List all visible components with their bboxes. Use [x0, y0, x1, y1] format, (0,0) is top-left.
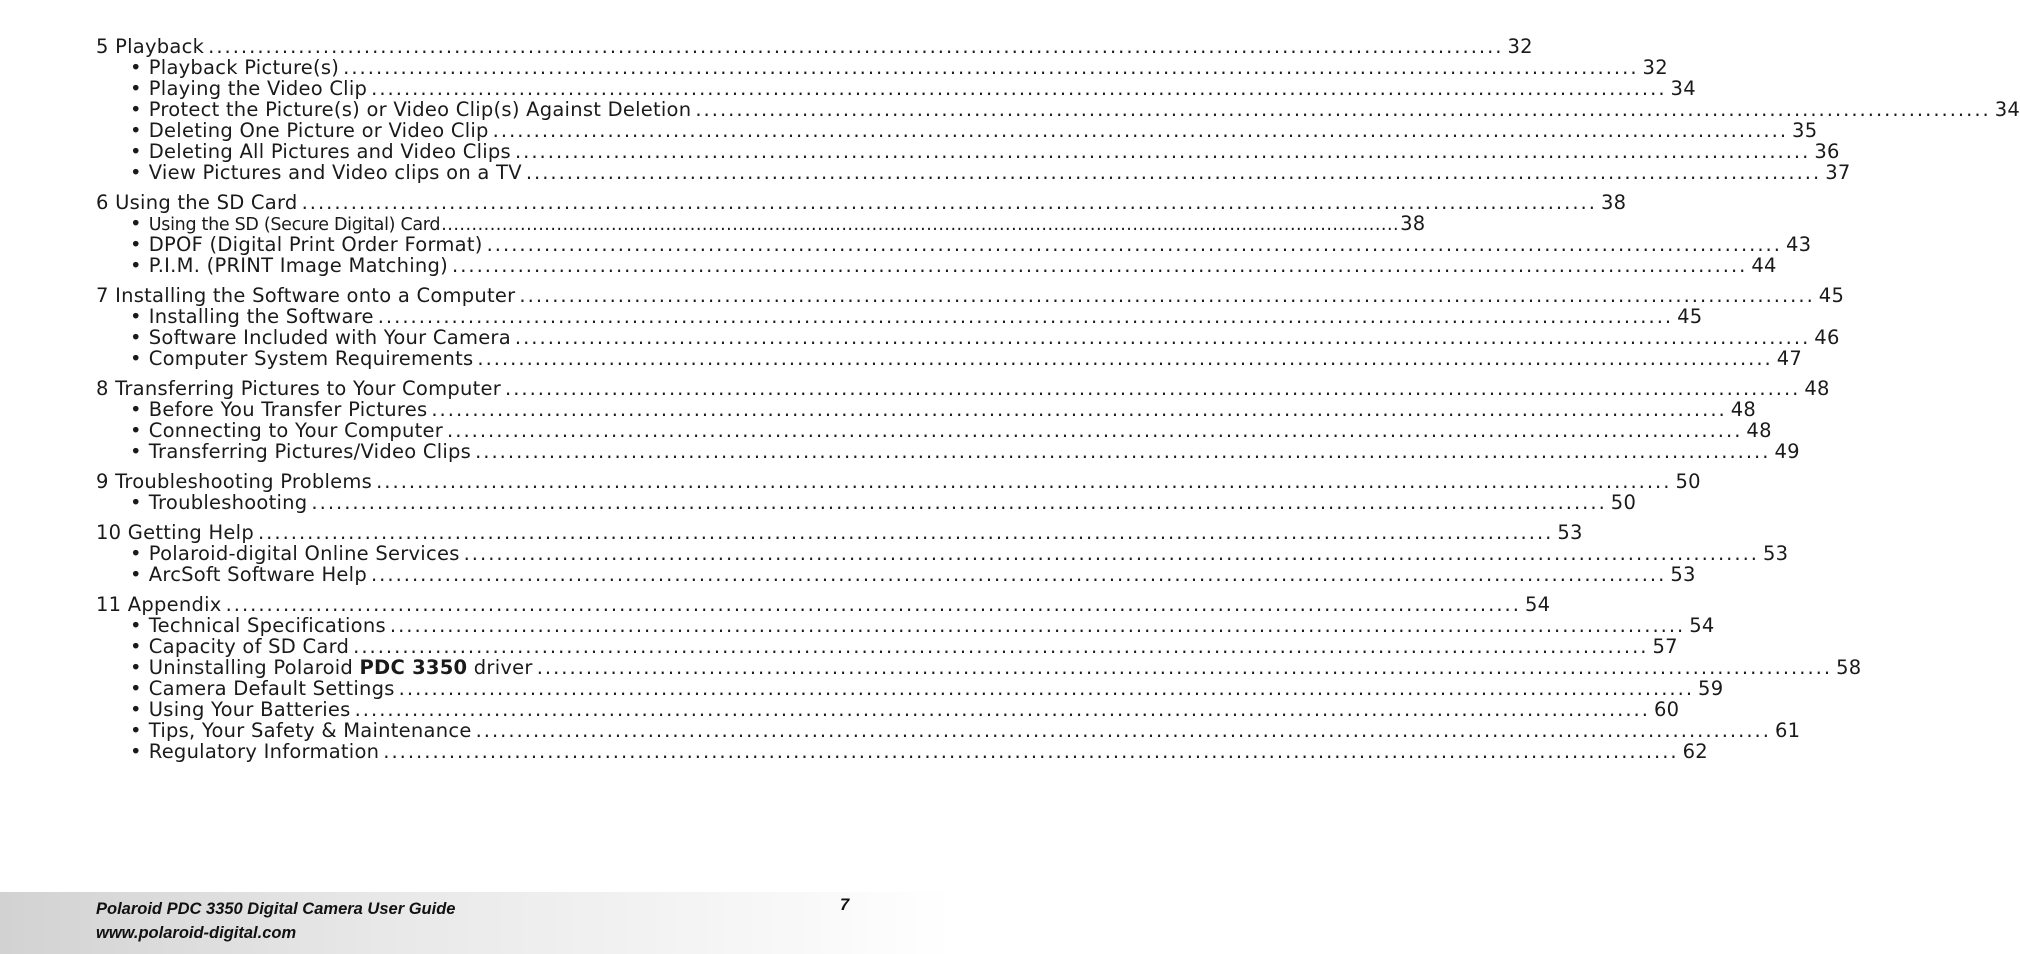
item-title: Regulatory Information: [148, 740, 380, 763]
leader-dots: ..............................................................................................................................................................: [525, 161, 1822, 184]
leader-dots: ..............................................................................................................................................................: [475, 440, 1771, 463]
item-title: Capacity of SD Card: [148, 635, 350, 658]
bullet-icon: •: [130, 563, 142, 586]
toc-item-line: [96, 212, 1426, 235]
item-page: 59: [1698, 677, 1724, 700]
item-title: Connecting to Your Computer: [148, 419, 444, 442]
toc-item-line: [96, 542, 1789, 565]
item-title: Playback Picture(s): [148, 56, 340, 79]
toc-section: [96, 35, 2020, 184]
item-page: 34: [1670, 77, 1696, 100]
chapter-title: 10 Getting Help: [96, 521, 254, 544]
item-title: View Pictures and Video clips on a TV: [148, 161, 522, 184]
bullet-icon: •: [130, 440, 142, 463]
leader-dots: ..............................................................................................................................................................: [475, 719, 1771, 742]
item-page: 48: [1746, 419, 1772, 442]
toc-item-line: [96, 347, 1803, 370]
bullet-icon: •: [130, 119, 142, 142]
item-page: 37: [1825, 161, 1851, 184]
leader-dots: ..............................................................................................................................................................: [376, 470, 1672, 493]
bullet-icon: •: [130, 542, 142, 565]
bullet-icon: •: [130, 491, 142, 514]
leader-dots: ..............................................................................................................................................................: [353, 635, 1649, 658]
leader-dots: ..............................................................................................................................................................: [371, 77, 1667, 100]
item-page: 62: [1682, 740, 1708, 763]
toc-item-line: [96, 56, 1668, 79]
toc-item-line: [96, 77, 1696, 100]
item-title: Installing the Software: [148, 305, 374, 328]
toc-section: [96, 284, 1845, 370]
toc-item-line: [96, 677, 1724, 700]
leader-dots: ..............................................................................................................................................................: [519, 284, 1815, 307]
item-title: Troubleshooting: [148, 491, 308, 514]
leader-dots: ..............................................................................................................................................................: [377, 305, 1674, 328]
toc-section: [96, 593, 1862, 763]
chapter-page: 38: [1600, 191, 1627, 214]
chapter-page: 50: [1675, 470, 1701, 493]
item-title-bold: PDC 3350: [359, 656, 468, 679]
bullet-icon: •: [130, 614, 142, 637]
item-page: 46: [1814, 326, 1840, 349]
item-title: Tips, Your Safety & Maintenance: [148, 719, 472, 742]
item-title: Playing the Video Clip: [148, 77, 368, 100]
leader-dots: ..............................................................................................................................................................: [208, 35, 1504, 58]
item-page: 48: [1730, 398, 1757, 421]
leader-dots: ..............................................................................................................................................................: [536, 656, 1833, 679]
toc-chapter-line: [96, 521, 1583, 544]
chapter-title: 5 Playback: [96, 35, 205, 58]
bullet-icon: •: [130, 656, 142, 679]
item-title: Deleting All Pictures and Video Clips: [148, 140, 511, 163]
toc-item-line: [96, 119, 1818, 142]
item-page: 47: [1776, 347, 1803, 370]
bullet-icon: •: [130, 419, 142, 442]
toc-item-line: [96, 698, 1680, 721]
bullet-icon: •: [130, 77, 142, 100]
toc-section: [96, 191, 1812, 277]
item-page: 53: [1670, 563, 1696, 586]
item-page: 57: [1652, 635, 1678, 658]
toc-item-line: [96, 491, 1637, 514]
bullet-icon: •: [130, 305, 142, 328]
leader-dots: ..............................................................................................................................................................: [301, 191, 1597, 214]
item-page: 60: [1653, 698, 1680, 721]
chapter-page: 53: [1557, 521, 1583, 544]
chapter-title: 6 Using the SD Card: [96, 191, 298, 214]
bullet-icon: •: [130, 326, 142, 349]
chapter-title: 11 Appendix: [96, 593, 222, 616]
toc-item-line: [96, 740, 1708, 763]
toc-item-line: [96, 440, 1800, 463]
item-page: 38: [1400, 212, 1426, 235]
bullet-icon: •: [130, 140, 142, 163]
item-page: 58: [1836, 656, 1862, 679]
bullet-icon: •: [130, 347, 142, 370]
item-title: P.I.M. (PRINT Image Matching): [148, 254, 449, 277]
item-page: 53: [1762, 542, 1789, 565]
item-title: Technical Specifications: [148, 614, 386, 637]
toc-item-line: [96, 398, 1757, 421]
item-page: 36: [1814, 140, 1840, 163]
page-number: 7: [840, 896, 850, 914]
bullet-icon: •: [130, 212, 142, 235]
toc-item-line: [96, 98, 2020, 121]
leader-dots: ..............................................................................................................................................................: [514, 140, 1811, 163]
toc-chapter-line: [96, 593, 1551, 616]
toc-chapter-line: [96, 470, 1701, 493]
item-page: 50: [1610, 491, 1637, 514]
bullet-icon: •: [130, 398, 142, 421]
item-title-post: driver: [467, 656, 533, 679]
leader-dots: ..............................................................................................................................................................: [225, 593, 1521, 616]
leader-dots: ..............................................................................................................................................................: [398, 677, 1695, 700]
item-title: Software Included with Your Camera: [148, 326, 511, 349]
footer-title: Polaroid PDC 3350 Digital Camera User Guide: [96, 900, 456, 918]
toc-item-line: [96, 140, 1840, 163]
item-title: [149, 657, 533, 678]
toc-chapter-line: [96, 284, 1845, 307]
bullet-icon: •: [130, 161, 142, 184]
item-page: 34: [1994, 98, 2020, 121]
bullet-icon: •: [130, 635, 142, 658]
leader-dots: ..............................................................................................................................................................: [431, 398, 1727, 421]
item-page: 32: [1642, 56, 1668, 79]
item-page: 35: [1792, 119, 1818, 142]
leader-dots: ..............................................................................................................................................................: [695, 98, 1991, 121]
item-title: Using Your Batteries: [148, 698, 351, 721]
item-title: Using the SD (Secure Digital) Card: [148, 215, 441, 235]
toc-chapter-line: [96, 35, 1533, 58]
chapter-page: 54: [1524, 593, 1551, 616]
bullet-icon: •: [130, 98, 142, 121]
toc-item-line: [96, 233, 1812, 256]
item-title: Camera Default Settings: [148, 677, 395, 700]
bullet-icon: •: [130, 698, 142, 721]
leader-dots: ..............................................................................................................................................................: [505, 377, 1801, 400]
table-of-contents: [96, 35, 2020, 771]
item-title: Protect the Picture(s) or Video Clip(s) Against Deletion: [148, 98, 692, 121]
toc-section: [96, 470, 1701, 514]
toc-item-line: [96, 656, 1862, 679]
footer-url: www.polaroid-digital.com: [96, 924, 297, 942]
item-title: DPOF (Digital Print Order Format): [148, 233, 483, 256]
toc-item-line: [96, 563, 1696, 586]
toc-section: [96, 377, 1830, 463]
item-title: Transferring Pictures/Video Clips: [148, 440, 472, 463]
item-title-pre: Uninstalling Polaroid: [148, 656, 360, 679]
item-page: 49: [1774, 440, 1800, 463]
toc-item-line: [96, 326, 1840, 349]
leader-dots: ..............................................................................................................................................................: [311, 491, 1607, 514]
item-title: Before You Transfer Pictures: [148, 398, 428, 421]
toc-chapter-line: [96, 377, 1830, 400]
leader-dots: ..............................................................................................................................................................: [486, 233, 1782, 256]
toc-chapter-line: [96, 191, 1627, 214]
leader-dots: ..............................................................................................................................................................: [452, 254, 1748, 277]
chapter-page: 48: [1804, 377, 1830, 400]
leader-dots: ..............................................................................................................................................................: [514, 326, 1811, 349]
item-page: 54: [1689, 614, 1715, 637]
bullet-icon: •: [130, 254, 142, 277]
toc-item-line: [96, 419, 1772, 442]
leader-dots: ..............................................................................................................................................................: [370, 563, 1667, 586]
leader-dots: ..............................................................................................................................................................: [447, 419, 1743, 442]
chapter-title: 8 Transferring Pictures to Your Computer: [96, 377, 501, 400]
item-page: 43: [1785, 233, 1812, 256]
item-title: Polaroid-digital Online Services: [148, 542, 460, 565]
item-title: Computer System Requirements: [148, 347, 474, 370]
item-title: Deleting One Picture or Video Clip: [148, 119, 489, 142]
toc-item-line: [96, 635, 1678, 658]
bullet-icon: •: [130, 719, 142, 742]
toc-item-line: [96, 161, 1851, 184]
leader-dots: ..............................................................................................................................................................: [463, 542, 1759, 565]
chapter-title: 9 Troubleshooting Problems: [96, 470, 373, 493]
bullet-icon: •: [130, 56, 142, 79]
toc-item-line: [96, 254, 1777, 277]
leader-dots: ..............................................................................................................................................................: [441, 215, 1400, 235]
item-page: 44: [1751, 254, 1777, 277]
leader-dots: ..............................................................................................................................................................: [257, 521, 1554, 544]
leader-dots: ..............................................................................................................................................................: [383, 740, 1679, 763]
bullet-icon: •: [130, 740, 142, 763]
chapter-title: 7 Installing the Software onto a Computer: [96, 284, 516, 307]
toc-item-line: [96, 305, 1703, 328]
leader-dots: ..............................................................................................................................................................: [389, 614, 1686, 637]
bullet-icon: •: [130, 233, 142, 256]
leader-dots: ..............................................................................................................................................................: [492, 119, 1789, 142]
bullet-icon: •: [130, 677, 142, 700]
leader-dots: ..............................................................................................................................................................: [477, 347, 1773, 370]
item-page: 45: [1677, 305, 1703, 328]
chapter-page: 32: [1507, 35, 1533, 58]
item-page: 61: [1774, 719, 1801, 742]
leader-dots: ..............................................................................................................................................................: [343, 56, 1639, 79]
toc-item-line: [96, 719, 1801, 742]
leader-dots: ..............................................................................................................................................................: [354, 698, 1650, 721]
toc-section: [96, 521, 1789, 586]
toc-item-line: [96, 614, 1715, 637]
item-title: ArcSoft Software Help: [148, 563, 367, 586]
chapter-page: 45: [1818, 284, 1845, 307]
